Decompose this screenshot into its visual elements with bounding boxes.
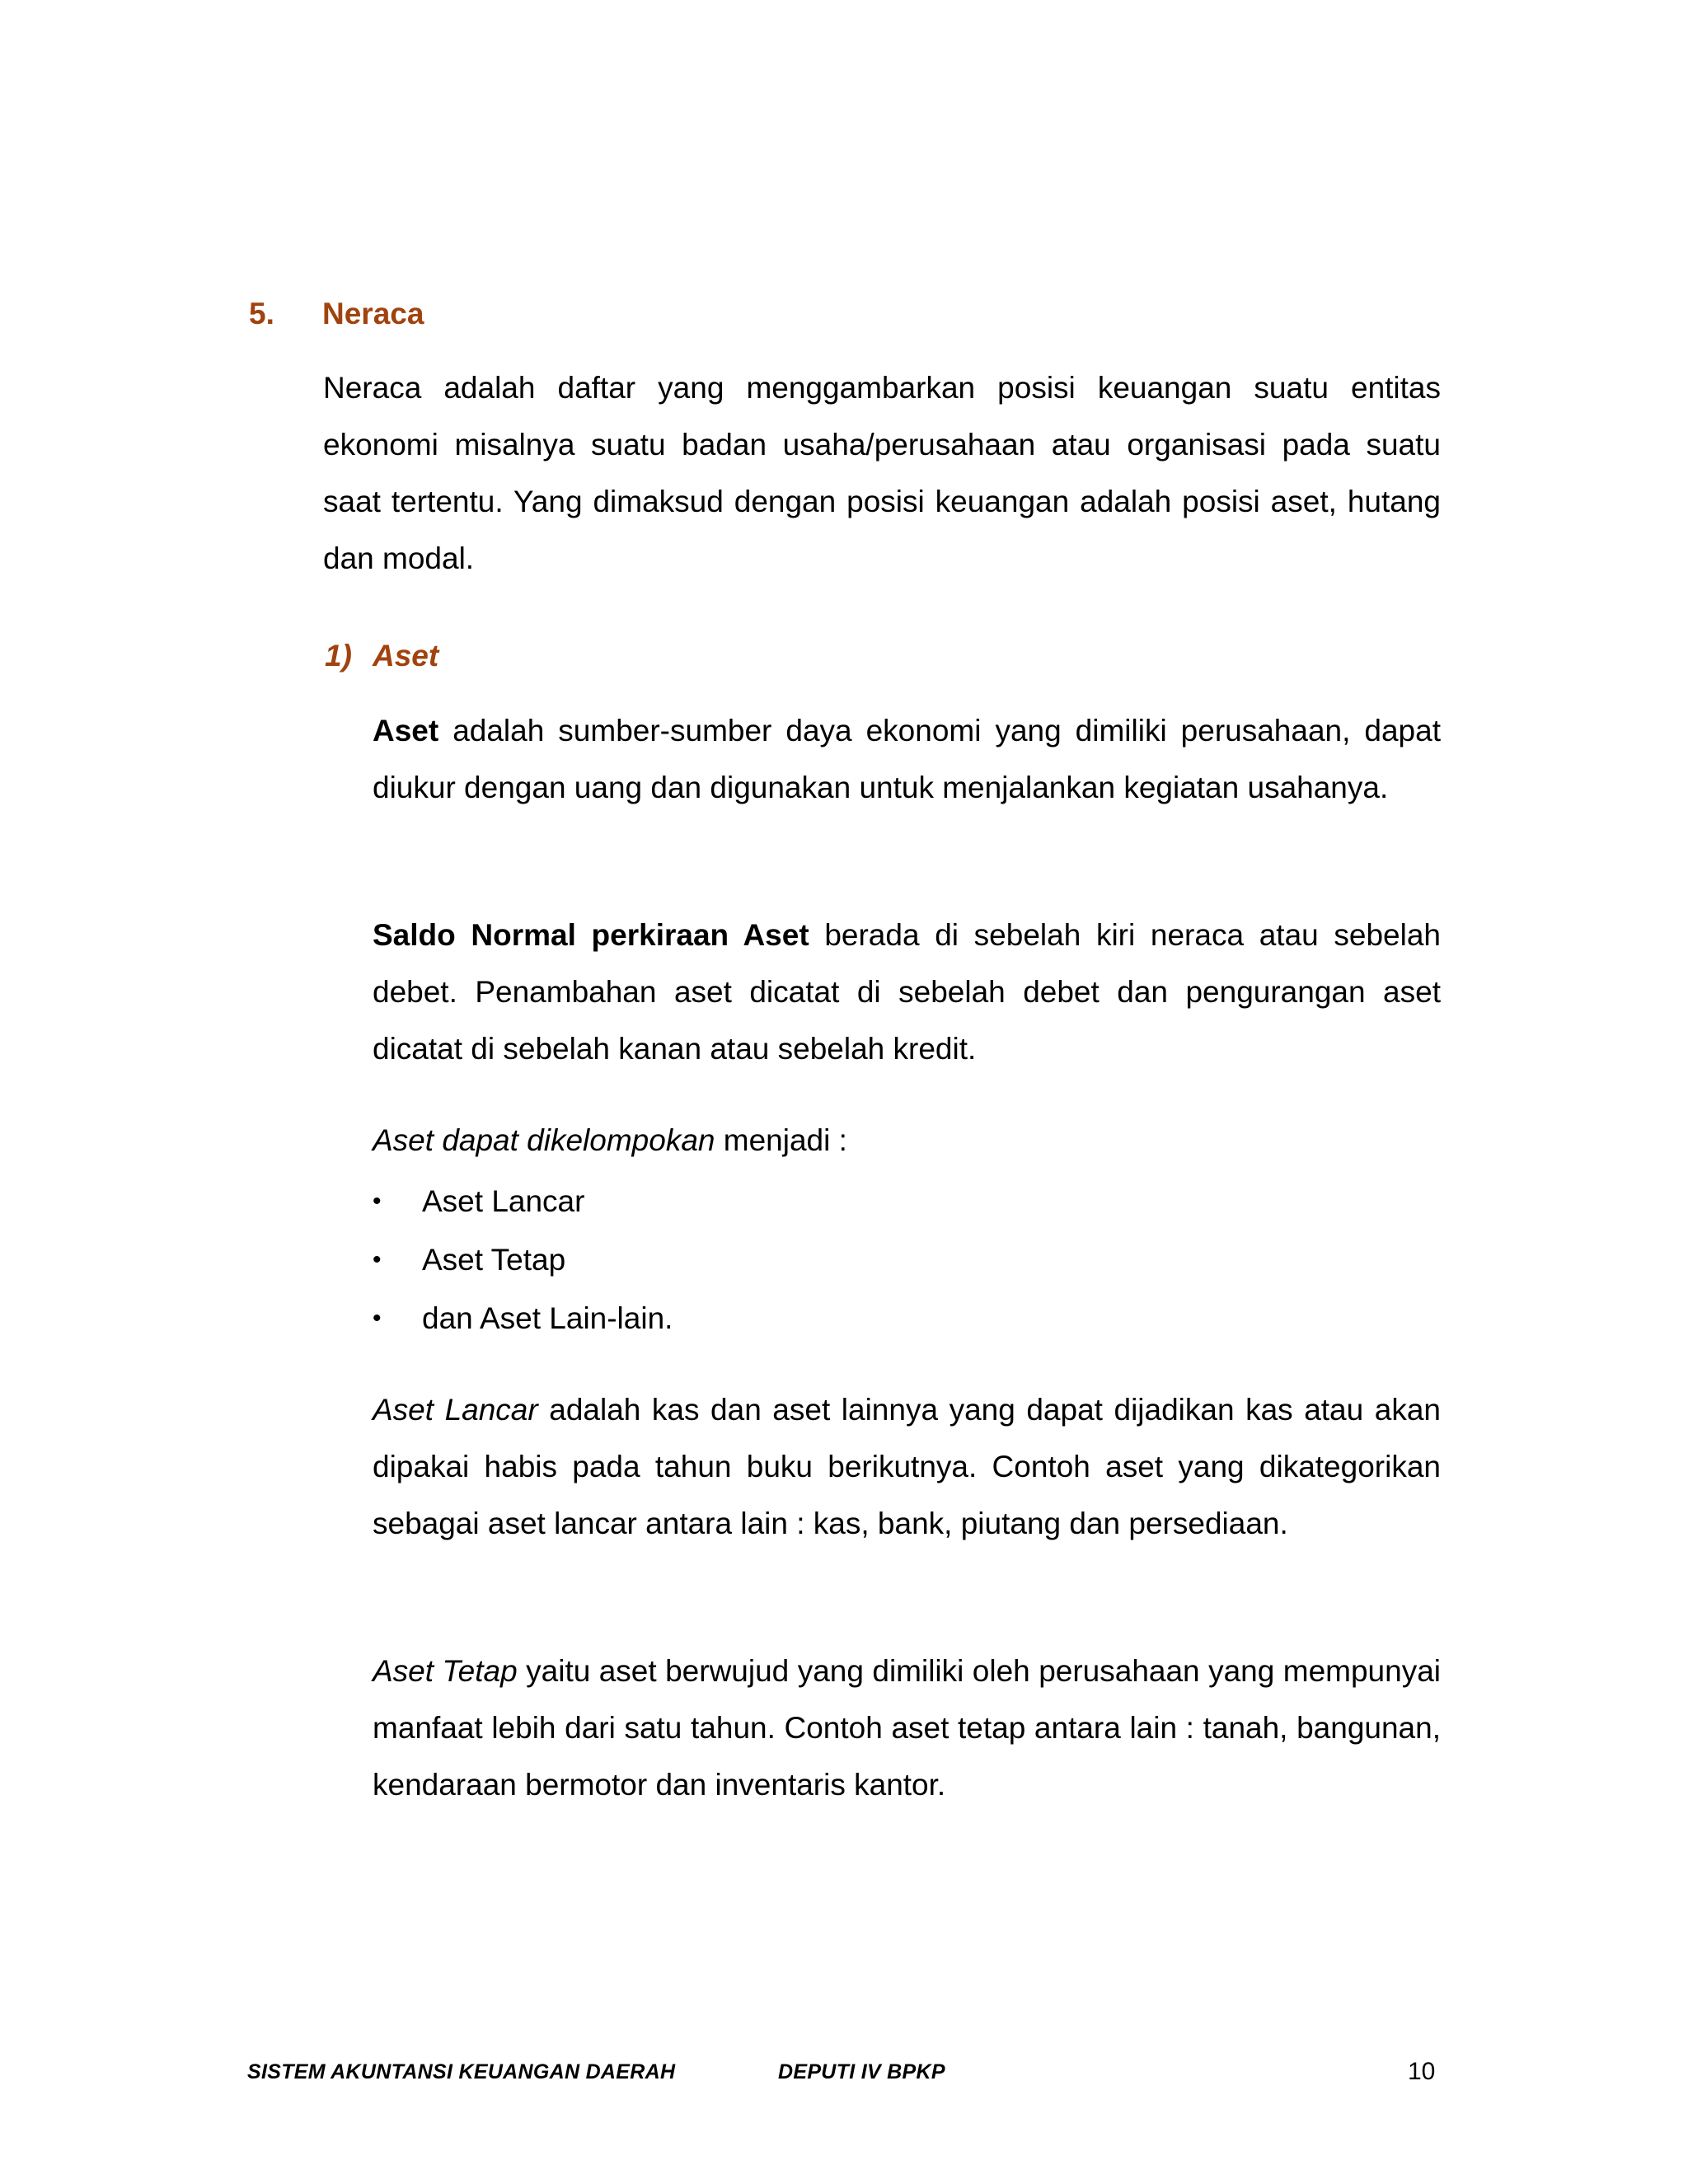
intro-paragraph: Neraca adalah daftar yang menggambarkan posisi keuangan suatu entitas ekonomi misalnya suatu badan usaha/perusahaan atau organisasi pada suatu saat tertentu. Yang dimaksud dengan posisi keuangan adalah posisi aset, hutang dan modal. — [323, 371, 1441, 575]
grouping-intro — [373, 1113, 1441, 1169]
aset-tetap-term: Aset Tetap — [373, 1654, 518, 1688]
section-number: 5. — [249, 297, 274, 330]
aset-definition-paragraph — [373, 702, 1441, 816]
aset-definition-text: adalah sumber-sumber daya ekonomi yang dimiliki perusahaan, dapat diukur dengan uang dan digunakan untuk menjalankan kegiatan usahanya. — [373, 714, 1441, 804]
list-item-text: dan Aset Lain-lain. — [422, 1301, 673, 1335]
page-number: 10 — [1408, 2058, 1436, 2085]
bullet-icon: • — [373, 1304, 382, 1332]
bullet-icon: • — [373, 1245, 382, 1273]
saldo-normal-text: berada di sebelah kiri neraca atau sebelah debet. Penambahan aset dicatat di sebelah debet dan pengurangan aset dicatat di sebelah kanan atau sebelah kredit. — [373, 918, 1442, 1066]
footer-document-title: SISTEM AKUNTANSI KEUANGAN DAERAH — [247, 2060, 676, 2083]
aset-tetap-paragraph — [373, 1643, 1441, 1813]
aset-lancar-term: Aset Lancar — [373, 1393, 538, 1427]
list-item-text: Aset Tetap — [422, 1242, 566, 1277]
footer-department: DEPUTI IV BPKP — [778, 2060, 945, 2083]
aset-tetap-text: yaitu aset berwujud yang dimiliki oleh perusahaan yang mempunyai manfaat lebih dari satu tahun. Contoh aset tetap antara lain : tanah, bangunan, kendaraan bermotor dan inventaris kantor. — [373, 1654, 1441, 1802]
aset-lancar-paragraph — [373, 1381, 1441, 1552]
list-item — [373, 1172, 1441, 1230]
aset-term: Aset — [373, 714, 439, 748]
list-item — [373, 1289, 1441, 1347]
section-heading — [249, 293, 424, 335]
saldo-normal-paragraph — [373, 907, 1441, 1077]
bullet-icon: • — [373, 1187, 382, 1215]
list-item-text: Aset Lancar — [422, 1183, 585, 1218]
subsection-title: Aset — [373, 639, 439, 673]
list-item — [373, 1230, 1441, 1289]
aset-lancar-text: adalah kas dan aset lainnya yang dapat dijadikan kas atau akan dipakai habis pada tahun buku berikutnya. Contoh aset yang dikategorikan sebagai aset lancar antara lain : kas, bank, piutang dan persediaan. — [373, 1393, 1441, 1540]
grouping-lead: Aset dapat dikelompokan — [373, 1123, 715, 1157]
subsection-heading — [325, 635, 438, 677]
section-title: Neraca — [322, 297, 424, 330]
grouping-text: menjadi : — [715, 1123, 847, 1157]
saldo-normal-term: Saldo Normal perkiraan Aset — [373, 918, 809, 952]
subsection-number: 1) — [325, 639, 352, 673]
asset-group-list — [373, 1172, 1441, 1347]
